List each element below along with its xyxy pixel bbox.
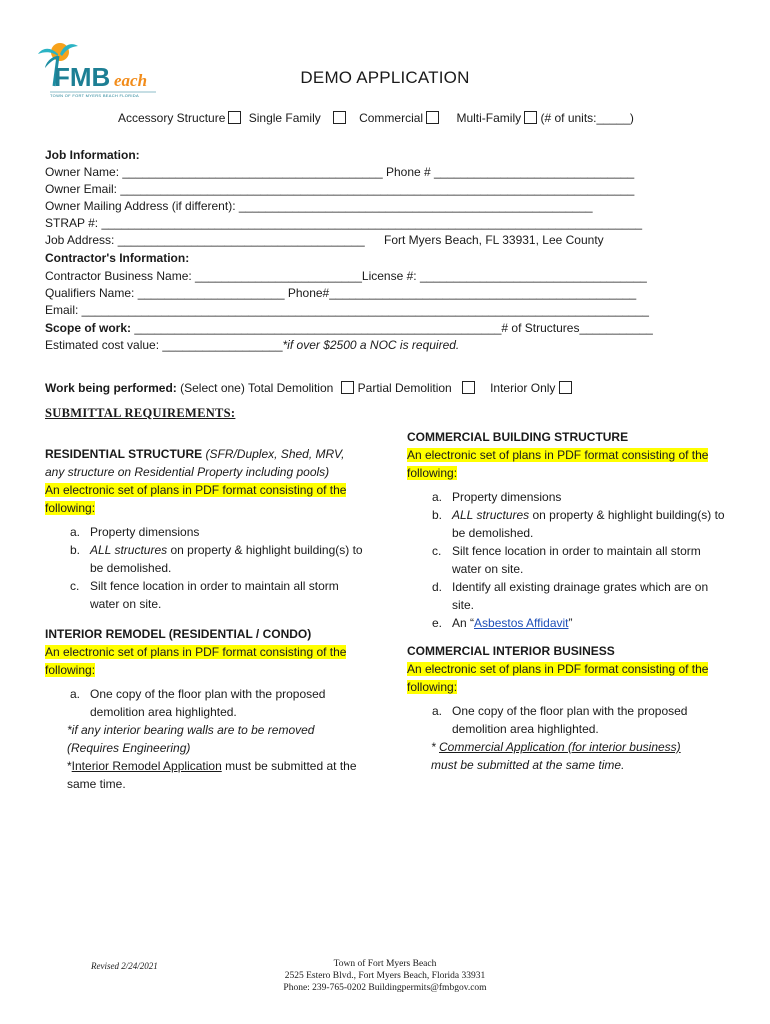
interior-remodel-application-link[interactable]: Interior Remodel Application (71, 759, 222, 773)
single-family-checkbox[interactable] (333, 111, 346, 124)
work-label: Work being performed: (45, 381, 177, 395)
list-item: b. ALL structures on property & highlight building(s) to be demolished. (70, 543, 363, 575)
work-row (45, 380, 572, 397)
svg-text:FMB: FMB (54, 62, 111, 92)
residential-highlight: An electronic set of plans in PDF format consisting of the following: (45, 483, 347, 515)
footer-town: Town of Fort Myers Beach (333, 959, 437, 969)
list-item: c. Silt fence location in order to maintain all storm water on site. (432, 544, 701, 576)
list-item: a. One copy of the floor plan with the proposed demolition area highlighted. (432, 704, 688, 736)
interior-remodel-highlight: An electronic set of plans in PDF format consisting of the following: (45, 645, 347, 677)
cost-field[interactable]: Estimated cost value: __________________ (45, 338, 283, 352)
commercial-interior-title: COMMERCIAL INTERIOR BUSINESS (407, 644, 615, 658)
cost-row (45, 337, 459, 354)
job-info-heading: Job Information: (45, 148, 140, 162)
commercial-application-link[interactable]: Commercial Application (for interior business) (439, 740, 681, 754)
list-item: d. Identify all existing drainage grates which are on site. (432, 580, 709, 612)
footer-contact: Phone: 239-765-0202 Buildingpermits@fmbgov.com (283, 983, 487, 993)
interior-remodel-section (45, 625, 365, 793)
list-item: e. An “Asbestos Affidavit” (432, 616, 573, 630)
commercial-label: Commercial (359, 111, 424, 125)
list-item: a. Property dimensions (70, 525, 200, 539)
revised-date: Revised 2/24/2021 (91, 961, 158, 971)
owner-email-field[interactable]: Owner Email: _____________________________________________________________________________ (45, 182, 635, 196)
interior-only-label: Interior Only (490, 381, 556, 395)
list-item: a. Property dimensions (432, 490, 562, 504)
scope-field[interactable]: _______________________________________________________# of Structures___________ (131, 321, 653, 335)
interior-remodel-note1: *if any interior bearing walls are to be removed (Requires Engineering) (67, 723, 315, 755)
job-address-row (45, 232, 604, 249)
commercial-building-highlight: An electronic set of plans in PDF format consisting of the following: (407, 448, 709, 480)
owner-name-field[interactable]: Owner Name: _______________________________________ Phone # ______________________________ (45, 165, 635, 179)
commercial-building-section (407, 428, 732, 632)
residential-list (45, 523, 365, 613)
contractor-email-field[interactable]: Email: _____________________________________________________________________________________ (45, 303, 649, 317)
list-item: a. One copy of the floor plan with the proposed demolition area highlighted. (70, 687, 326, 719)
commercial-interior-list (407, 702, 732, 738)
residential-title: RESIDENTIAL STRUCTURE (SFR/Duplex, Shed, MRV, any structure on Residential Property including pools) (45, 447, 345, 479)
structure-type-row (118, 111, 634, 125)
partial-demolition-checkbox[interactable] (462, 381, 475, 394)
logo-tagline: TOWN OF FORT MYERS BEACH FLORIDA (50, 93, 139, 98)
accessory-label: Accessory Structure (118, 111, 226, 125)
svg-text:each: each (114, 71, 148, 90)
job-address-field[interactable]: Job Address: _____________________________________ (45, 233, 365, 247)
single-family-label: Single Family (248, 111, 321, 125)
interior-remodel-note2: *Interior Remodel Application must be submitted at the same time. (67, 759, 357, 791)
qualifiers-field[interactable]: Qualifiers Name: ______________________ Phone#______________________________________________ (45, 286, 637, 300)
submittal-heading: SUBMITTAL REQUIREMENTS: (45, 406, 236, 420)
commercial-building-list-e (407, 614, 732, 632)
partial-demolition-label: Partial Demolition (357, 381, 452, 395)
list-item: b. ALL structures on property & highlight building(s) to be demolished. (432, 508, 725, 540)
multi-family-checkbox[interactable] (524, 111, 537, 124)
commercial-building-list (407, 488, 732, 614)
footer-block (235, 958, 535, 994)
commercial-interior-note-2: must be submitted at the same time. (431, 758, 625, 772)
interior-remodel-list (45, 685, 365, 721)
footer-address: 2525 Estero Blvd., Fort Myers Beach, Florida 33931 (284, 971, 486, 981)
multi-family-label: Multi-Family (456, 111, 522, 125)
commercial-building-title: COMMERCIAL BUILDING STRUCTURE (407, 430, 629, 444)
job-address-city: Fort Myers Beach, FL 33931, Lee County (383, 233, 604, 247)
list-item: c. Silt fence location in order to maintain all storm water on site. (70, 579, 339, 611)
owner-mailing-field[interactable]: Owner Mailing Address (if different): _____________________________________________________ (45, 199, 593, 213)
commercial-checkbox[interactable] (426, 111, 439, 124)
commercial-interior-section (407, 642, 732, 774)
units-field[interactable]: (# of units:_____) (540, 111, 634, 125)
strap-field[interactable]: STRAP #: _________________________________________________________________________________ (45, 216, 643, 230)
commercial-interior-highlight: An electronic set of plans in PDF format consisting of the following: (407, 662, 709, 694)
cost-note: *if over $2500 a NOC is required. (282, 338, 460, 352)
residential-section (45, 445, 365, 613)
commercial-interior-note: * Commercial Application (for interior business) (431, 740, 681, 754)
interior-remodel-title: INTERIOR REMODEL (RESIDENTIAL / CONDO) (45, 627, 312, 641)
interior-only-checkbox[interactable] (559, 381, 572, 394)
scope-row (45, 320, 653, 337)
contractor-business-field[interactable]: Contractor Business Name: _________________________License #: __________________________________ (45, 269, 647, 283)
total-demolition-checkbox[interactable] (341, 381, 354, 394)
scope-label: Scope of work: (45, 321, 132, 335)
contractor-heading: Contractor's Information: (45, 251, 190, 265)
total-demolition-label: (Select one) Total Demolition (176, 381, 334, 395)
asbestos-affidavit-link[interactable]: Asbestos Affidavit (474, 616, 569, 630)
accessory-checkbox[interactable] (228, 111, 241, 124)
page-title: DEMO APPLICATION (300, 68, 470, 87)
